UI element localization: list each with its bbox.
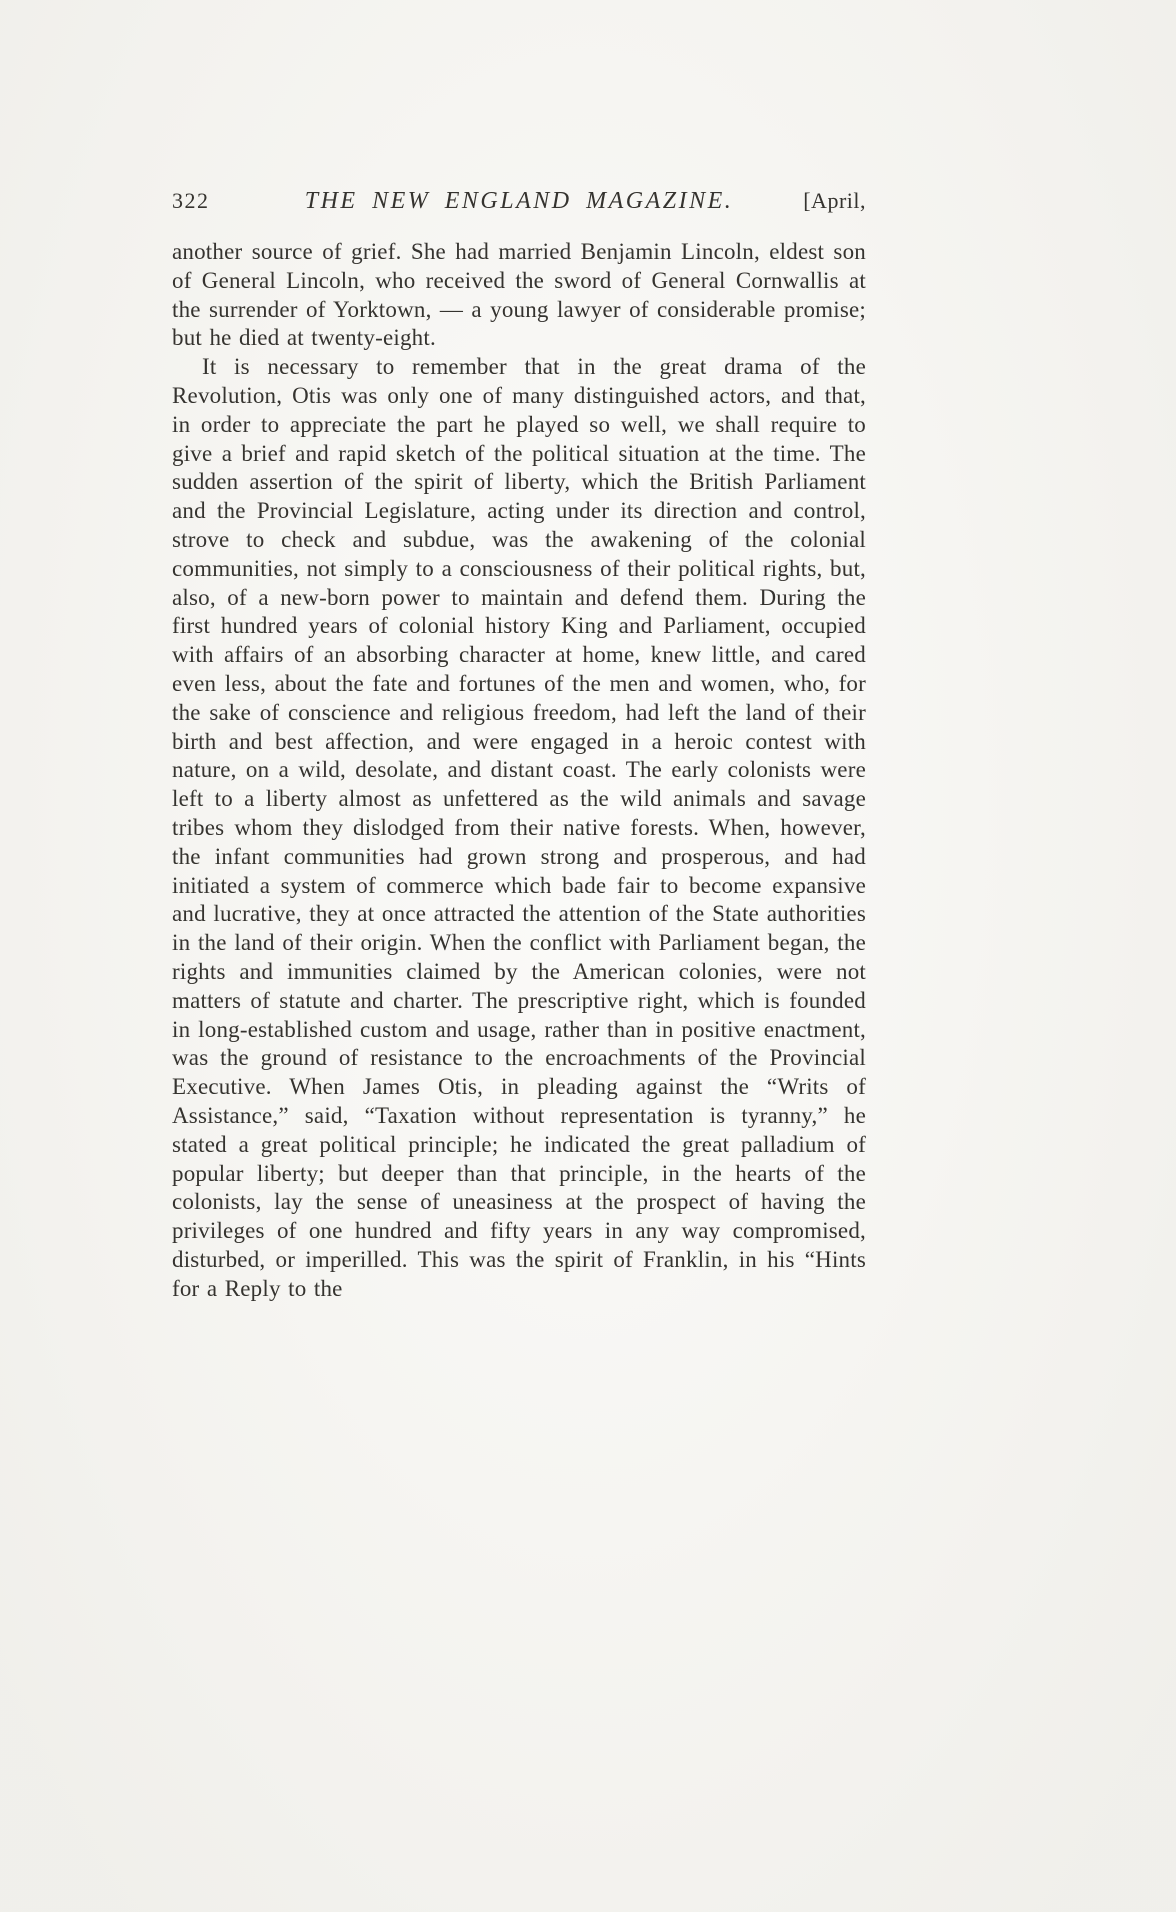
issue-date: [April, <box>803 188 866 213</box>
page-number: 322 <box>172 188 210 213</box>
paragraph-continuation: another source of grief. She had married Benjamin Lincoln, eldest son of General Lincoln, who received the sword of General Cornwallis at the surrender of Yorktown, — a young lawyer of considerable promise; but he died at twenty-eight. <box>172 239 866 351</box>
journal-title: THE NEW ENGLAND MAGAZINE. <box>304 188 734 214</box>
paragraph-main: It is necessary to remember that in the great drama of the Revolution, Otis was only one of many distinguished actors, and that, in order to appreciate the part he played so well, we shall require to give a brief and rapid sketch of the political situation at the time. The sudden assertion of the spirit of liberty, which the British Parliament and the Provincial Legislature, acting under its direction and control, strove to check and subdue, was the awakening of the colonial communities, not simply to a consciousness of their political rights, but, also, of a new-born power to maintain and defend them. During the first hundred years of colonial history King and Parliament, occupied with affairs of an absorbing character at home, knew little, and cared even less, about the fate and fortunes of the men and women, who, for the sake of conscience and religious freedom, had left the land of their birth and best affection, and were engaged in a heroic contest with nature, on a wild, desolate, and distant coast. The early colonists were left to a liberty almost as unfettered as the wild animals and savage tribes whom they dislodged from their native forests. When, however, the infant communities had grown strong and prosperous, and had initiated a system of commerce which bade fair to become expansive and lucrative, they at once attracted the attention of the State authorities in the land of their origin. When the conflict with Parliament began, the rights and immunities claimed by the American colonies, were not matters of statute and charter. The prescriptive right, which is founded in long-established custom and usage, rather than in positive enactment, was the ground of resistance to the encroachments of the Provincial Executive. When James Otis, in pleading against the “Writs of Assistance,” said, “Taxation without representation is tyranny,” he stated a great political principle; he indicated the great palladium of popular liberty; but deeper than that principle, in the hearts of the colonists, lay the sense of uneasiness at the prospect of having the privileges of one hundred and fifty years in any way compromised, disturbed, or imperilled. This was the spirit of Franklin, in his “Hints for a Reply to the <box>172 354 866 1301</box>
page-body <box>172 238 866 1303</box>
page-header <box>172 188 866 215</box>
